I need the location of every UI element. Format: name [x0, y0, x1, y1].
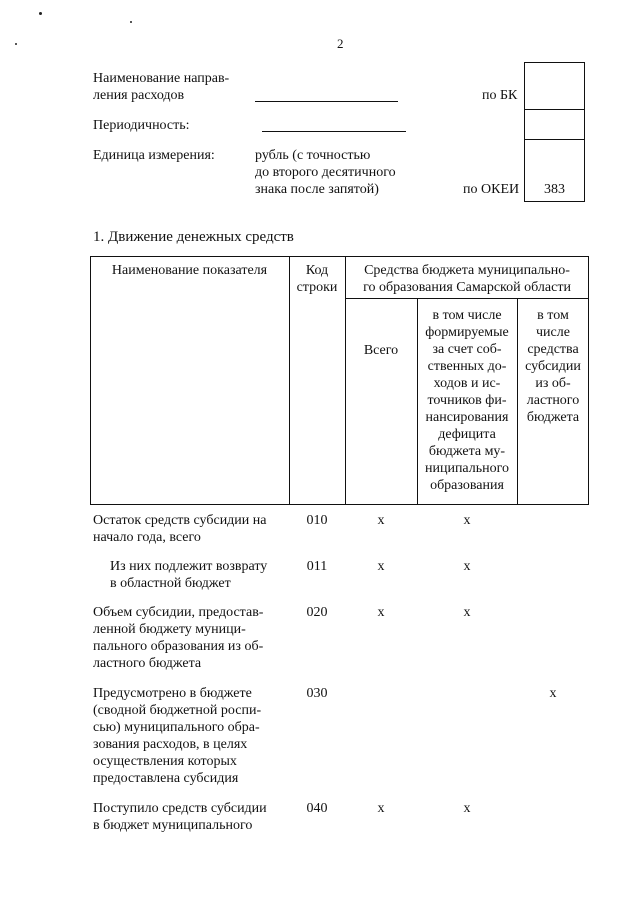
col-name-header: Наименование показателя: [111, 263, 268, 278]
group-header-line-2: го образования Самарской области: [363, 280, 571, 295]
periodicity-underline: [262, 131, 406, 132]
code-box-divider: [524, 139, 585, 140]
row-name-line: Поступило средств субсидии: [93, 801, 267, 816]
section-title: 1. Движение денежных средств: [93, 229, 294, 245]
row-total: x: [377, 513, 385, 528]
row-total: x: [377, 559, 385, 574]
sub-regional-header: в том числе средства субсидии из об- ластного бюджета: [525, 308, 581, 425]
direction-label-line-2: ления расходов: [93, 88, 185, 103]
row-name-line: предоставлена субсидия: [93, 771, 239, 786]
row-name-line: начало года, всего: [93, 530, 201, 545]
unit-value-line-3: знака после запятой): [255, 182, 379, 197]
table-row: [90, 685, 589, 789]
scan-speck: [39, 12, 42, 15]
row-own: x: [463, 605, 471, 620]
row-name-line: пального образования из об-: [93, 639, 264, 654]
row-own: x: [463, 559, 471, 574]
row-own: x: [463, 801, 471, 816]
scan-speck: [130, 21, 132, 23]
direction-underline: [255, 101, 398, 102]
row-name-line: ластного бюджета: [93, 656, 202, 671]
periodicity-label: Периодичность:: [93, 118, 190, 133]
table-row: [90, 800, 589, 840]
table-row: [90, 604, 589, 676]
po-bk-label: по БК: [482, 88, 518, 103]
row-total: x: [377, 605, 385, 620]
row-name-line: Остаток средств субсидии на: [93, 513, 267, 528]
row-name-line: осуществления которых: [93, 754, 237, 769]
direction-label-line-1: Наименование направ-: [93, 71, 230, 86]
row-code: 011: [306, 559, 328, 574]
scan-speck: [15, 43, 17, 45]
sub-total-header: Всего: [363, 343, 399, 358]
code-box-divider: [524, 109, 585, 110]
col-code-header-line-2: строки: [296, 280, 338, 295]
table-group-divider: [345, 298, 589, 299]
row-name-line: зования расходов, в целях: [93, 737, 248, 752]
table-row: [90, 558, 589, 598]
row-code: 040: [306, 801, 328, 816]
row-total: x: [377, 801, 385, 816]
unit-value-line-2: до второго десятичного: [255, 165, 396, 180]
page-number: 2: [337, 36, 344, 51]
group-header-line-1: Средства бюджета муниципально-: [364, 263, 570, 278]
row-name-line: (сводной бюджетной роспи-: [93, 703, 262, 718]
row-code: 030: [306, 686, 328, 701]
unit-value-line-1: рубль (с точностью: [255, 148, 371, 163]
row-code: 020: [306, 605, 328, 620]
row-name-line: ленной бюджету муници-: [93, 622, 246, 637]
unit-label: Единица измерения:: [93, 148, 215, 163]
row-code: 010: [306, 513, 328, 528]
row-name-line: в бюджет муниципального: [93, 818, 253, 833]
sub-own-header: в том числе формируемые за счет соб- ственных до- ходов и ис- точников фи- нансирования дефицита бюджета му- ниципального образования: [424, 308, 510, 493]
row-name-line: сью) муниципального обра-: [93, 720, 260, 735]
row-name-line: Объем субсидии, предостав-: [93, 605, 264, 620]
row-name-line: Предусмотрено в бюджете: [93, 686, 252, 701]
table-row: [90, 512, 589, 552]
row-regional: x: [549, 686, 557, 701]
row-own: x: [463, 513, 471, 528]
col-code-header-line-1: Код: [305, 263, 329, 278]
row-name-line: Из них подлежит возврату: [110, 559, 268, 574]
row-name-line: в областной бюджет: [110, 576, 231, 591]
okei-code: 383: [544, 182, 565, 197]
po-okei-label: по ОКЕИ: [463, 182, 520, 197]
